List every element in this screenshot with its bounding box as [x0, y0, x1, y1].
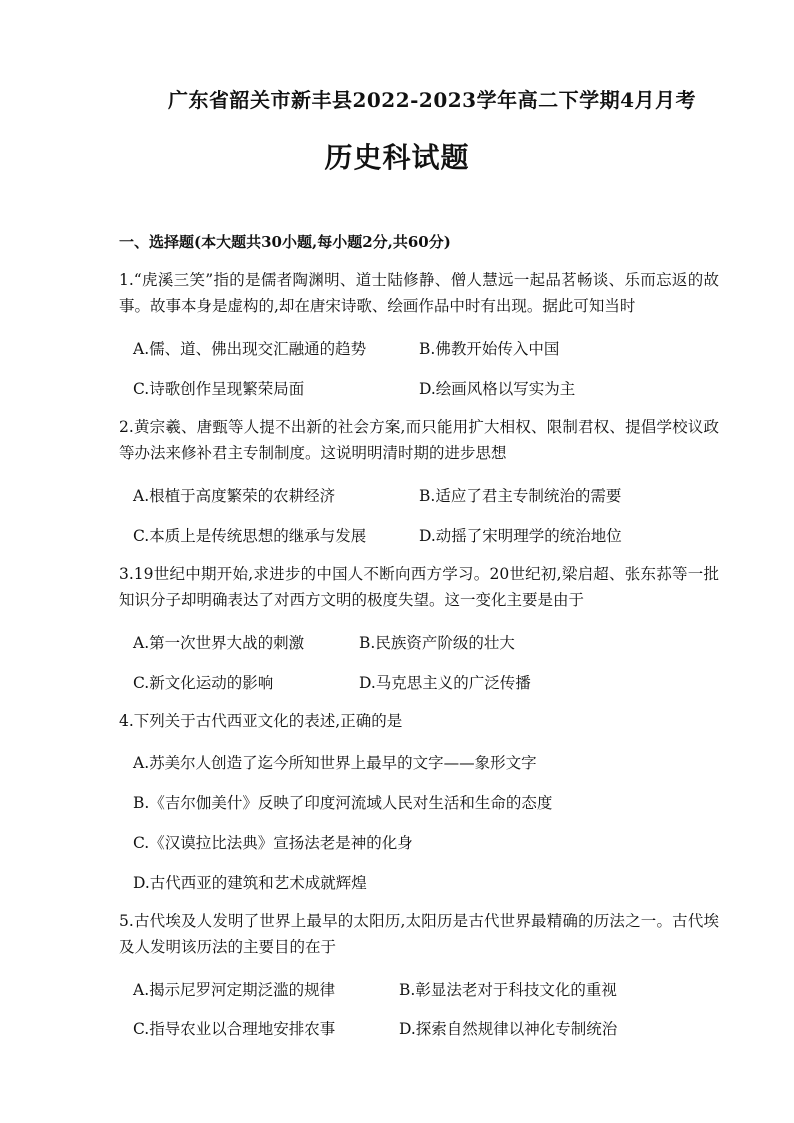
question-3-option-b: B.民族资产阶级的壮大 — [359, 634, 515, 652]
question-1-stem: 1.“虎溪三笑”指的是儒者陶渊明、道士陆修静、僧人慧远一起品茗畅谈、乐而忘返的故事。故事本身是虚构的,却在唐宋诗歌、绘画作品中时有出现。据此可知当时 — [119, 271, 719, 315]
question-2-option-a: A.根植于高度繁荣的农耕经济 — [133, 487, 336, 505]
question-3-option-d: D.马克思主义的广泛传播 — [359, 674, 531, 692]
question-3-stem: 3.19世纪中期开始,求进步的中国人不断向西方学习。20世纪初,梁启超、张东荪等一批知识分子却明确表达了对西方文明的极度失望。这一变化主要是由于 — [119, 565, 719, 609]
question-5-option-c: C.指导农业以合理地安排农事 — [133, 1020, 336, 1038]
exam-subject-title: 历史科试题 — [324, 141, 470, 174]
question-1-option-c: C.诗歌创作呈现繁荣局面 — [133, 380, 305, 398]
question-1-option-b: B.佛教开始传入中国 — [419, 340, 560, 358]
question-2-option-d: D.动摇了宋明理学的统治地位 — [419, 527, 622, 545]
question-1-option-d: D.绘画风格以写实为主 — [419, 380, 576, 398]
question-3-option-a: A.第一次世界大战的刺激 — [133, 634, 305, 652]
question-1-option-a: A.儒、道、佛出现交汇融通的趋势 — [133, 340, 367, 358]
question-2-option-c: C.本质上是传统思想的继承与发展 — [133, 527, 367, 545]
question-2-stem: 2.黄宗羲、唐甄等人提不出新的社会方案,而只能用扩大相权、限制君权、提倡学校议政等办法来修补君主专制制度。这说明明清时期的进步思想 — [119, 418, 719, 462]
question-4-option-b: B.《吉尔伽美什》反映了印度河流域人民对生活和生命的态度 — [133, 794, 553, 812]
question-3-option-c: C.新文化运动的影响 — [133, 674, 274, 692]
question-5-option-d: D.探索自然规律以神化专制统治 — [399, 1020, 618, 1038]
question-4-stem: 4.下列关于古代西亚文化的表述,正确的是 — [119, 712, 403, 730]
question-4-option-a: A.苏美尔人创造了迄今所知世界上最早的文字——象形文字 — [133, 754, 537, 772]
question-5-option-a: A.揭示尼罗河定期泛滥的规律 — [133, 981, 336, 999]
question-4-option-d: D.古代西亚的建筑和艺术成就辉煌 — [133, 874, 367, 892]
question-5-stem: 5.古代埃及人发明了世界上最早的太阳历,太阳历是古代世界最精确的历法之一。古代埃及人发明该历法的主要目的在于 — [119, 912, 719, 956]
exam-title: 广东省韶关市新丰县2022-2023学年高二下学期4月月考 — [167, 88, 697, 112]
question-4-option-c: C.《汉谟拉比法典》宣扬法老是神的化身 — [133, 834, 413, 852]
question-2-option-b: B.适应了君主专制统治的需要 — [419, 487, 622, 505]
question-5-option-b: B.彰显法老对于科技文化的重视 — [399, 981, 617, 999]
section-heading: 一、选择题(本大题共30小题,每小题2分,共60分) — [119, 233, 451, 251]
